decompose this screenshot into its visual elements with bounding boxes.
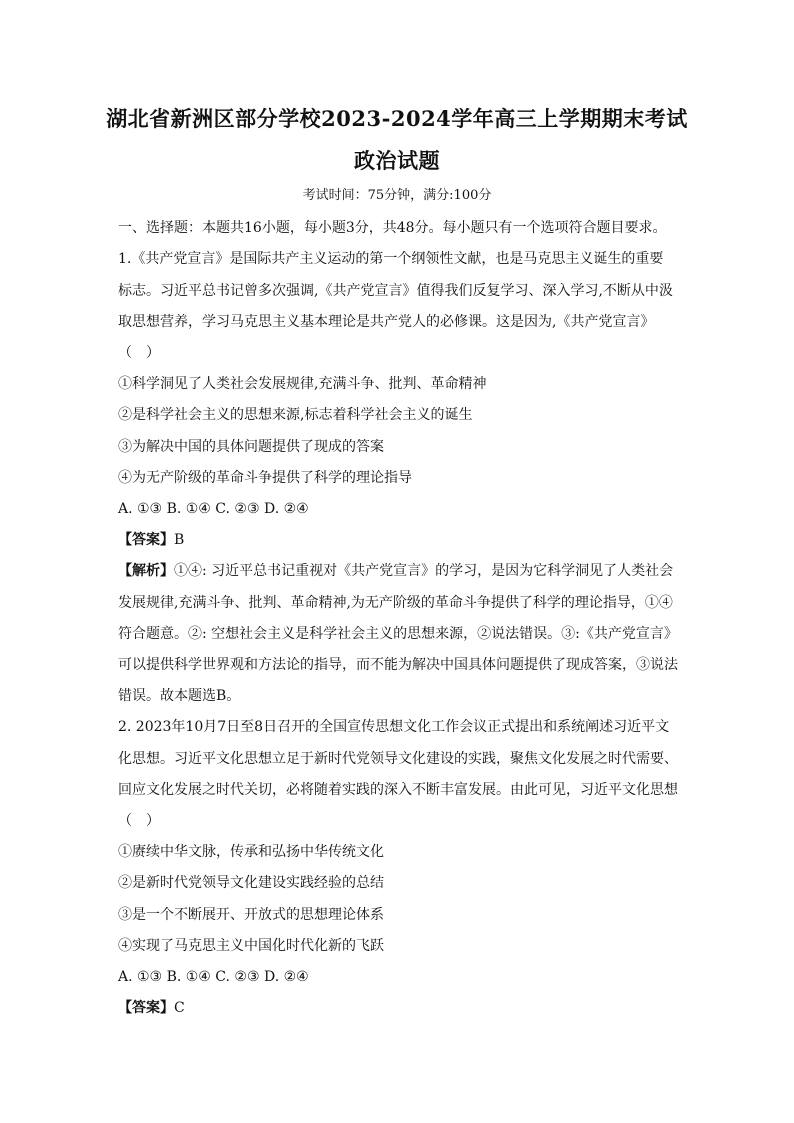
answer-tag: 【答案】	[118, 532, 174, 548]
q2-stem-line: （ ）	[118, 813, 160, 829]
q2-option: ③是一个不断展开、开放式的思想理论体系	[118, 907, 384, 923]
q1-analysis-line: 错误。故本题选B。	[118, 688, 241, 704]
exam-info: 考试时间：75分钟，满分:100分	[302, 188, 492, 203]
q2-stem-line: 2. 2023年10月7日至8日召开的全国宣传思想文化工作会议正式提出和系统阐述习近平文	[118, 719, 670, 735]
q1-option: ①科学洞见了人类社会发展规律,充满斗争、批判、革命精神	[118, 376, 487, 392]
q2-choices: A. ①③ B. ①④ C. ②③ D. ②④	[118, 969, 309, 985]
q1-option: ③为解决中国的具体问题提供了现成的答案	[118, 439, 384, 455]
answer-value: B	[174, 532, 185, 548]
document-subtitle: 政治试题	[354, 148, 440, 173]
q2-option: ①赓续中华文脉，传承和弘扬中华传统文化	[118, 844, 384, 860]
q2-option: ④实现了马克思主义中国化时代化新的飞跃	[118, 938, 384, 954]
q1-option: ④为无产阶级的革命斗争提供了科学的理论指导	[118, 470, 412, 486]
answer-tag: 【答案】	[118, 1000, 174, 1016]
q2-answer	[118, 998, 686, 1018]
q1-stem-line: （ ）	[118, 345, 160, 361]
q1-analysis-line: 发展规律,充满斗争、批判、革命精神,为无产阶级的革命斗争提供了科学的理论指导，①④	[118, 595, 673, 611]
answer-value: C	[174, 1000, 185, 1016]
q1-choices: A. ①③ B. ①④ C. ②③ D. ②④	[118, 501, 309, 517]
q1-analysis-line	[118, 561, 686, 581]
section-header: 一、选择题：本题共16小题，每小题3分，共48分。每小题只有一个选项符合题目要求。	[118, 220, 667, 236]
q1-stem-line: 取思想营养，学习马克思主义基本理论是共产党人的必修课。这是因为,《共产党宣言》	[118, 314, 655, 330]
q1-stem-line: 1.《共产党宣言》是国际共产主义运动的第一个纲领性文献，也是马克思主义诞生的重要	[118, 251, 664, 267]
q1-stem-line: 标志。习近平总书记曾多次强调,《共产党宣言》值得我们反复学习、深入学习,不断从中汲	[118, 283, 673, 299]
q2-stem-line: 回应文化发展之时代关切，必将随着实践的深入不断丰富发展。由此可见，习近平文化思想	[118, 782, 678, 798]
q1-analysis-line: 可以提供科学世界观和方法论的指导，而不能为解决中国具体问题提供了现成答案，③说法	[118, 657, 678, 673]
q1-analysis-line: 符合题意。②: 空想社会主义是科学社会主义的思想来源，②说法错误。③:《共产党宣言》	[118, 626, 678, 642]
q2-option: ②是新时代党领导文化建设实践经验的总结	[118, 875, 384, 891]
q1-option: ②是科学社会主义的思想来源,标志着科学社会主义的诞生	[118, 407, 473, 423]
q1-answer	[118, 530, 686, 550]
analysis-tag: 【解析】	[118, 563, 174, 579]
document-title: 湖北省新洲区部分学校2023-2024学年高三上学期期末考试	[106, 106, 688, 131]
q2-stem-line: 化思想。习近平文化思想立足于新时代党领导文化建设的实践，聚焦文化发展之时代需要、	[118, 751, 678, 767]
analysis-text: ①④: 习近平总书记重视对《共产党宣言》的学习，是因为它科学洞见了人类社会	[174, 563, 674, 579]
